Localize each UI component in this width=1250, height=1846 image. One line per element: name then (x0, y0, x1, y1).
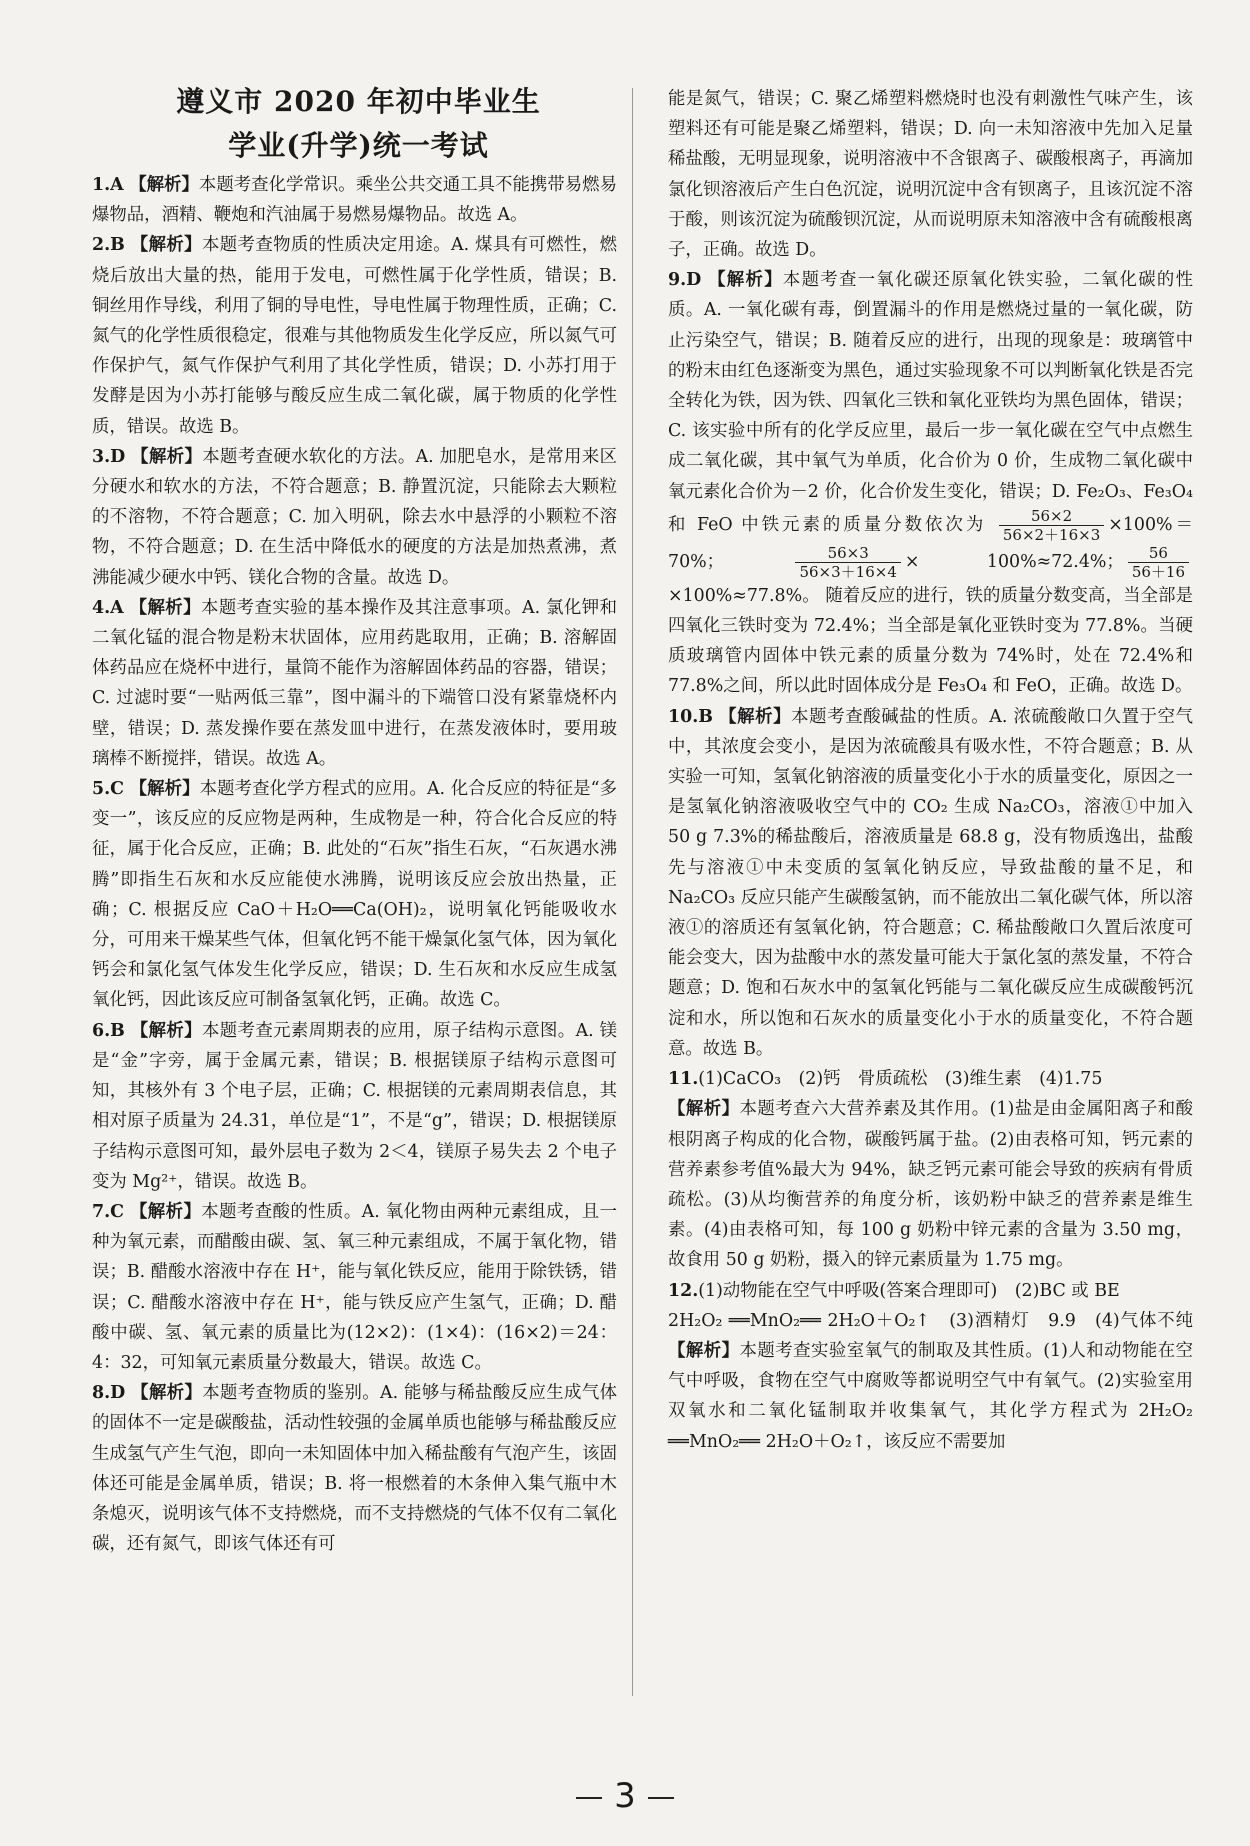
analysis-label: 【解析】 (719, 706, 792, 727)
answer-12 (668, 1276, 1193, 1457)
answer-7 (92, 1197, 617, 1378)
answer-2 (92, 230, 617, 441)
answer-number: 5. (92, 779, 111, 800)
denominator: 56×2＋16×3 (1002, 525, 1101, 544)
left-answers (92, 170, 617, 1559)
answer-number: 12. (668, 1280, 699, 1301)
fraction-1 (999, 507, 1104, 544)
analysis-label: 【解析】 (131, 446, 203, 467)
answer-choice: B (110, 1020, 125, 1041)
dash-left (576, 1797, 602, 1799)
answer-number: 9. (668, 270, 687, 291)
answer-10 (668, 702, 1193, 1064)
answer-choice: C (110, 779, 124, 800)
analysis-text: 本题考查硬水软化的方法。A. 加肥皂水，是常用来区分硬水和软水的方法，不符合题意；B. 静置沉淀，只能除去大颗粒的不溶物，不符合题意；C. 加入明矾，除去水中悬浮的小颗粒不溶物，不符合题意；D. 在生活中降低水的硬度的方法是加热煮沸，煮沸能减少硬水中钙、镁化合物的含量。故选 D。 (92, 446, 617, 588)
analysis-text: 本题考查酸的性质。A. 氧化物由两种元素组成，且一种为氧元素，而醋酸由碳、氢、氧三种元素组成，不属于氧化物，错误；B. 醋酸水溶液中存在 H⁺，能与氧化铁反应，能用于除铁锈，错误；C. 醋酸水溶液中存在 H⁺，能与铁反应产生氢气，正确；D. 醋酸中碳、氢、氧元素的质量比为(12×2)：(1×4)：(16×2)＝24：4：32，可知氧元素质量分数最大，错误。故选 C。 (92, 1201, 617, 1373)
fraction-result: ×100%＝70%； (668, 514, 1193, 572)
answer-8 (92, 1378, 617, 1559)
page-title (92, 80, 617, 168)
answer-6 (92, 1016, 617, 1197)
denominator: 56＋16 (1131, 562, 1185, 581)
answer-values: (1)动物能在空气中呼吸(答案合理即可) (2)BC 或 BE (698, 1280, 1120, 1301)
analysis-label: 【解析】 (129, 175, 199, 195)
answer-number: 3. (92, 446, 111, 467)
page-number (0, 1776, 1250, 1816)
analysis-text: 本题考查元素周期表的应用，原子结构示意图。A. 镁是“金”字旁，属于金属元素，错误；B. 根据镁原子结构示意图可知，其核外有 3 个电子层，正确；C. 根据镁的元素周期表信息，其相对原子质量为 24.31，单位是“1”，不是“g”，错误；D. 根据镁原子结构示意图可知，最外层电子数为 2＜4，镁原子易失去 2 个电子变为 Mg²⁺，错误。故选 B。 (92, 1020, 617, 1192)
analysis-text: 本题考查酸碱盐的性质。A. 浓硫酸敞口久置于空气中，其浓度会变小，是因为浓硫酸具有吸水性，不符合题意；B. 从实验一可知，氢氧化钠溶液的质量变化小于水的质量变化，原因之一是氢氧化钠溶液吸收空气中的 CO₂ 生成 Na₂CO₃，溶液①中加入 50 g 7.3%的稀盐酸后，溶液质量是 68.8 g，没有物质逸出，盐酸先与溶液①中未变质的氢氧化钠反应，导致盐酸的量不足，和 Na₂CO₃ 反应只能产生碳酸氢钠，而不能放出二氧化碳气体，所以溶液①的溶质还有氢氧化钠，符合题意；C. 稀盐酸敞口久置后浓度可能会变大，因为盐酸中水的蒸发量可能大于氯化氢的蒸发量，不符合题意；D. 饱和石灰水中的氢氧化钙能与二氧化碳反应生成碳酸钙沉淀和水，所以饱和石灰水的质量变化小于水的质量变化，不符合题意。故选 B。 (668, 706, 1193, 1059)
answer-choice: D (110, 1383, 126, 1404)
answer-number: 7. (92, 1201, 111, 1222)
answer-8-continued: 能是氮气，错误；C. 聚乙烯塑料燃烧时也没有刺激性气味产生，该塑料还有可能是聚乙烯塑料，错误；D. 向一未知溶液中先加入足量稀盐酸，无明显现象，说明溶液中不含银离子、碳酸根离子，再滴加氯化钡溶液后产生白色沉淀，说明沉淀中含有钡离子，且该沉淀不溶于酸，则该沉淀为硫酸钡沉淀，从而说明原未知溶液中含有硫酸根离子，正确。故选 D。 (668, 89, 1193, 261)
answer-choice: B (110, 235, 125, 256)
analysis-text: 本题考查一氧化碳还原氧化铁实验，二氧化碳的性质。A. 一氧化碳有毒，倒置漏斗的作用是燃烧过量的一氧化碳，防止污染空气，错误；B. 随着反应的进行，出现的现象是：玻璃管中的粉末由红色逐渐变为黑色，通过实验现象不可以判断氧化铁是否完全转化为铁，因为铁、四氧化三铁和氧化亚铁均为黑色固体，错误；C. 该实验中所有的化学反应里，最后一步一氧化碳在空气中点燃生成二氧化碳，其中氧气为单质，化合价为 0 价，生成物二氧化碳中氧元素化合价为－2 价，化合价发生变化，错误；D. Fe₂O₃、Fe₃O₄ 和 FeO 中铁元素的质量分数依次为 (668, 270, 1193, 535)
fraction-prefix: 100%≈72.4%； (986, 551, 1124, 572)
column-divider (632, 88, 633, 1696)
answer-number: 11. (668, 1069, 699, 1090)
analysis-label: 【解析】 (129, 1201, 202, 1222)
answer-values: (1)CaCO₃ (2)钙 骨质疏松 (3)维生素 (4)1.75 (698, 1069, 1103, 1090)
answer-4 (92, 593, 617, 774)
right-column (668, 84, 1193, 1457)
answer-9 (668, 265, 1193, 701)
analysis-text: 本题考查化学方程式的应用。A. 化合反应的特征是“多变一”，该反应的反应物是两种，生成物是一种，符合化合反应的特征，属于化合反应，正确；B. 此处的“石灰”指生石灰，“石灰遇水沸腾”即指生石灰和水反应能使水沸腾，说明该反应会放出热量，正确；C. 根据反应 CaO＋H₂O══Ca(OH)₂，说明氧化钙能吸收水分，可用来干燥某些气体，但氧化钙不能干燥氯化氢气体，因为氧化钙会和氯化氢气体发生化学反应，错误；D. 生石灰和水反应生成氢氧化钙，因此该反应可制备氢氧化钙，正确。故选 C。 (92, 779, 617, 1011)
chemical-equation: 2H₂O₂ ══MnO₂══ 2H₂O＋O₂↑ (3)酒精灯 9.9 (4)气体不纯 (668, 1310, 1193, 1331)
analysis-label: 【解析】 (668, 1340, 740, 1361)
fraction-result: ×100%≈77.8%。 (668, 585, 820, 606)
title-line-2: 学业(升学)统一考试 (228, 129, 489, 162)
answer-choice: D (110, 446, 126, 467)
analysis-label: 【解析】 (668, 1099, 740, 1120)
analysis-text: 本题考查实验室氧气的制取及其性质。(1)人和动物能在空气中呼吸，食物在空气中腐败等都说明空气中有氧气。(2)实验室用双氧水和二氧化锰制取并收集氧气，其化学方程式为 2H₂O₂ ══MnO₂══ 2H₂O＋O₂↑，该反应不需要加 (668, 1340, 1193, 1452)
analysis-text: 本题考查六大营养素及其作用。(1)盐是由金属阳离子和酸根阴离子构成的化合物，碳酸钙属于盐。(2)由表格可知，钙元素的营养素参考值%最大为 94%，缺乏钙元素可能会导致的疾病有骨质疏松。(3)从均衡营养的角度分析，该奶粉中缺乏的营养素是维生素。(4)由表格可知，每 100 g 奶粉中锌元素的含量为 3.50 mg，故食用 50 g 奶粉，摄入的锌元素质量为 1.75 mg。 (668, 1099, 1193, 1271)
denominator: 56×3＋16×4 (799, 562, 897, 581)
answer-11 (668, 1064, 1193, 1275)
numerator: 56×2 (999, 507, 1104, 526)
fraction-2 (795, 544, 900, 581)
answer-choice: C (110, 1201, 124, 1222)
answer-number: 8. (92, 1383, 111, 1404)
answer-1 (92, 170, 617, 230)
analysis-text: 随着反应的进行，铁的质量分数变高，当全部是四氧化三铁时变为 72.4%；当全部是氧化亚铁时变为 77.8%。当硬质玻璃管内固体中铁元素的质量分数为 74%时，处在 72.4%和 77.8%之间，所以此时固体成分是 Fe₃O₄ 和 FeO，正确。故选 D。 (668, 585, 1194, 697)
analysis-label: 【解析】 (131, 1383, 203, 1404)
answer-number: 4. (92, 597, 111, 618)
answer-number: 6. (92, 1020, 111, 1041)
fraction-result: × (904, 551, 920, 572)
answer-3 (92, 442, 617, 593)
analysis-label: 【解析】 (129, 597, 201, 618)
left-column (92, 80, 617, 1559)
analysis-label: 【解析】 (130, 1020, 202, 1041)
analysis-label: 【解析】 (708, 270, 783, 291)
dash-right (648, 1797, 674, 1799)
answer-choice: D (686, 270, 702, 291)
analysis-text: 本题考查化学常识。乘坐公共交通工具不能携带易燃易爆物品，酒精、鞭炮和汽油属于易燃易爆物品。故选 A。 (92, 175, 617, 226)
answer-number: 10. (668, 706, 699, 727)
numerator: 56×3 (795, 544, 900, 563)
analysis-label: 【解析】 (129, 779, 200, 800)
answer-choice: A (110, 597, 124, 618)
answer-choice: A (110, 175, 124, 195)
numerator: 56 (1128, 544, 1189, 563)
title-line-1: 遵义市 2020 年初中毕业生 (176, 85, 541, 118)
analysis-label: 【解析】 (130, 235, 202, 256)
analysis-text: 本题考查实验的基本操作及其注意事项。A. 氯化钾和二氧化锰的混合物是粉末状固体，应用药匙取用，正确；B. 溶解固体药品应在烧杯中进行，量筒不能作为溶解固体药品的容器，错误；C. 过滤时要“一贴两低三靠”，图中漏斗的下端管口没有紧靠烧杯内壁，错误；D. 蒸发操作要在蒸发皿中进行，在蒸发液体时，要用玻璃棒不断搅拌，错误。故选 A。 (92, 597, 617, 769)
answer-number: 1. (92, 175, 111, 195)
fraction-3 (1128, 544, 1189, 581)
page-number-text: 3 (614, 1776, 636, 1816)
analysis-text: 本题考查物质的鉴别。A. 能够与稀盐酸反应生成气体的固体不一定是碳酸盐，活动性较强的金属单质也能够与稀盐酸反应生成氢气产生气泡，即向一未知固体中加入稀盐酸有气泡产生，该固体还可能是金属单质，错误；B. 将一根燃着的木条伸入集气瓶中木条熄灭，说明该气体不支持燃烧，而不支持燃烧的气体不仅有二氧化碳，还有氮气，即该气体还有可 (92, 1383, 617, 1555)
answer-number: 2. (92, 235, 111, 256)
analysis-text: 本题考查物质的性质决定用途。A. 煤具有可燃性，燃烧后放出大量的热，能用于发电，可燃性属于化学性质，错误；B. 铜丝用作导线，利用了铜的导电性，导电性属于物理性质，正确；C. 氮气的化学性质很稳定，很难与其他物质发生化学反应，所以氮气可作保护气，氮气作保护气利用了其化学性质，错误；D. 小苏打用于发酵是因为小苏打能够与酸反应生成二氧化碳，属于物质的化学性质，错误。故选 B。 (92, 235, 617, 437)
answer-5 (92, 774, 617, 1016)
answer-choice: B (698, 706, 713, 727)
